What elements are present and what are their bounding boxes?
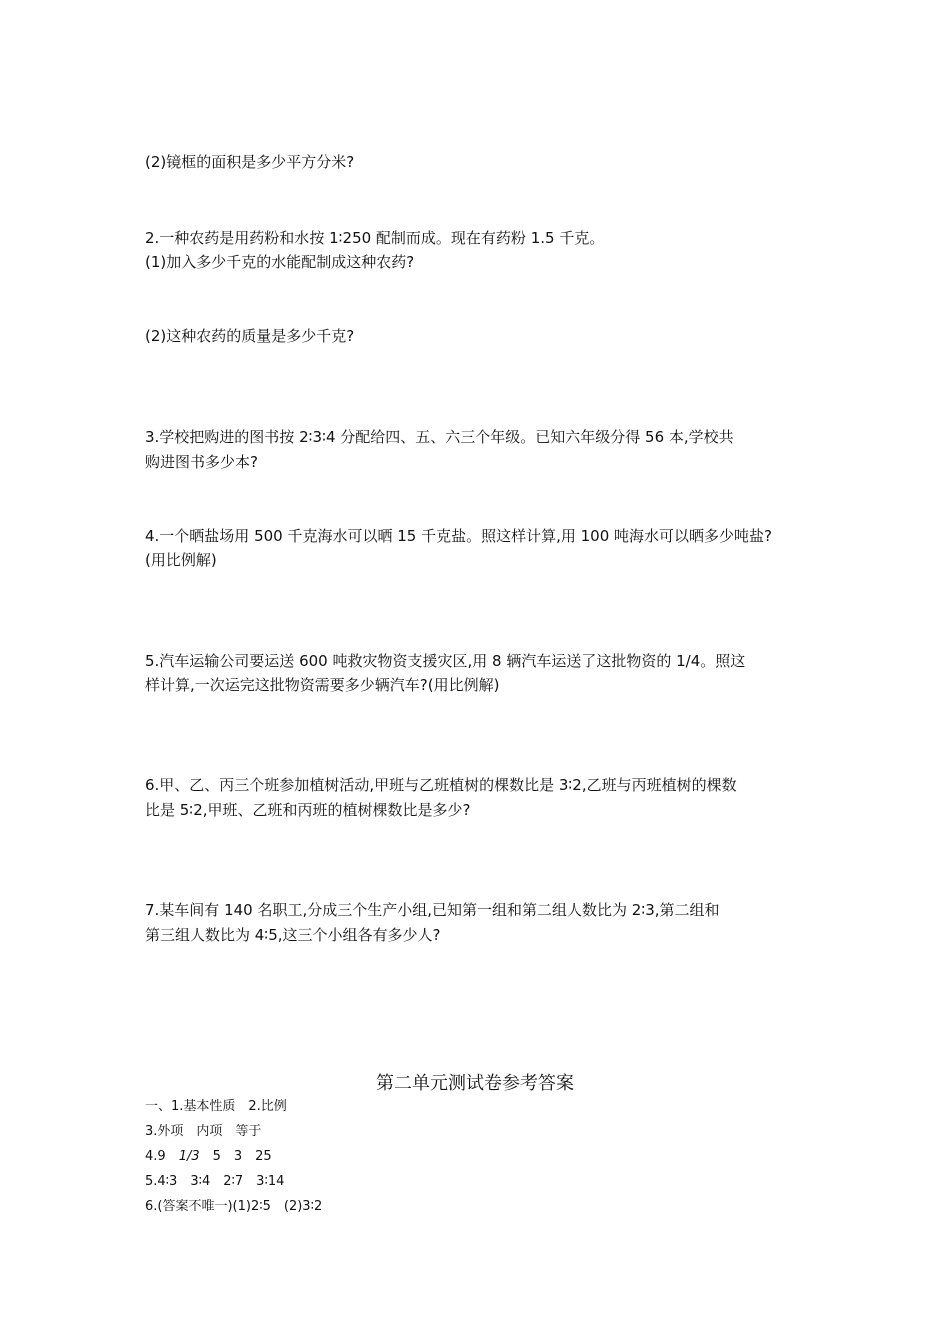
answer-line-1: 一、1.基本性质 2.比例 — [145, 1099, 287, 1114]
answer-fraction: 1/3 — [178, 1149, 200, 1164]
answer-line-5: 6.(答案不唯一)(1)2∶5 (2)3∶2 — [145, 1199, 323, 1214]
question-3-line-2: 购进图书多少本? — [145, 453, 258, 471]
question-7-line-1: 7.某车间有 140 名职工,分成三个生产小组,已知第一组和第二组人数比为 2∶3,第二组和 — [145, 901, 720, 919]
answer-key-title: 第二单元测试卷参考答案 — [376, 1073, 574, 1094]
question-1-part-2: (2)镜框的面积是多少平方分米? — [145, 153, 355, 171]
question-3-line-1: 3.学校把购进的图书按 2∶3∶4 分配给四、五、六三个年级。已知六年级分得 56 本,学校共 — [145, 428, 734, 446]
question-2-part-2: (2)这种农药的质量是多少千克? — [145, 327, 355, 345]
question-5-line-2: 样计算,一次运完这批物资需要多少辆汽车?(用比例解) — [145, 676, 500, 694]
question-5-line-1: 5.汽车运输公司要运送 600 吨救灾物资支援灾区,用 8 辆汽车运送了这批物资的 1/4。照这 — [145, 652, 746, 670]
question-4-line-2: (用比例解) — [145, 551, 217, 569]
question-6-line-1: 6.甲、乙、丙三个班参加植树活动,甲班与乙班植树的棵数比是 3∶2,乙班与丙班植树的棵数 — [145, 776, 737, 794]
answer-line-3-suffix: 5 3 25 — [199, 1149, 272, 1164]
question-2-stem: 2.一种农药是用药粉和水按 1∶250 配制而成。现在有药粉 1.5 千克。 — [145, 229, 605, 247]
question-6-line-2: 比是 5∶2,甲班、乙班和丙班的植树棵数比是多少? — [145, 801, 471, 819]
question-7-line-2: 第三组人数比为 4∶5,这三个小组各有多少人? — [145, 926, 441, 944]
answer-line-3-prefix: 4.9 — [145, 1149, 179, 1164]
answer-line-4: 5.4∶3 3∶4 2∶7 3∶14 — [145, 1174, 285, 1189]
question-2-part-1: (1)加入多少千克的水能配制成这种农药? — [145, 253, 415, 271]
answer-line-2: 3.外项 内项 等于 — [145, 1124, 262, 1139]
answer-line-3 — [145, 1148, 272, 1166]
question-4-line-1: 4.一个晒盐场用 500 千克海水可以晒 15 千克盐。照这样计算,用 100 吨海水可以晒多少吨盐? — [145, 527, 773, 545]
